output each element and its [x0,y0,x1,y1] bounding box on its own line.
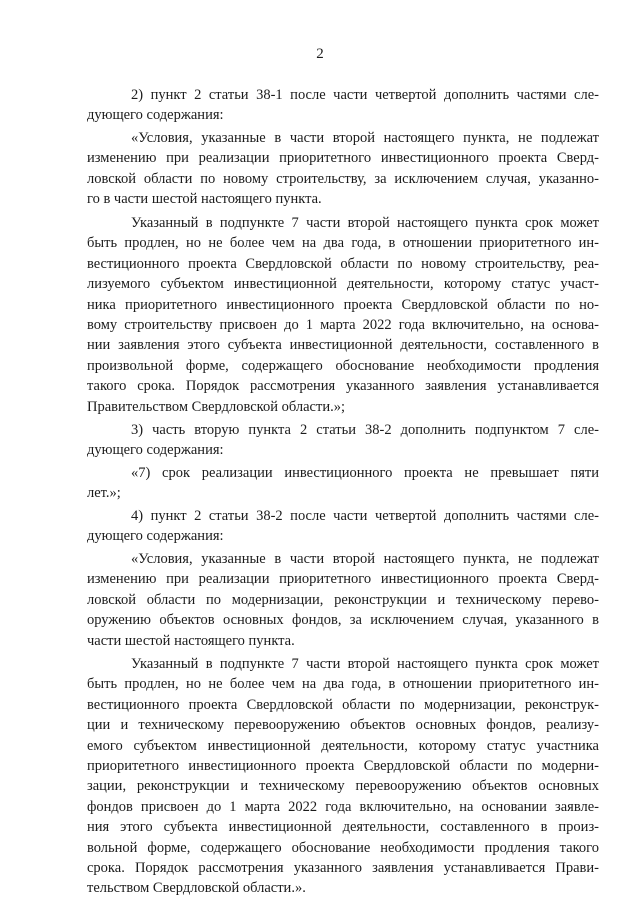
text-line: ника приоритетного инвестиционного проекта Свердловской области по но- [87,296,599,313]
text-line: такого срока. Порядок рассмотрения указанного заявления устанавливается [87,378,599,395]
text-line: быть продлен, но не более чем на два года, в отношении приоритетного ин- [87,676,599,693]
text-line: 3) часть вторую пункта 2 статьи 38-2 дополнить подпунктом 7 сле- [131,422,599,438]
paragraph-item-2 [87,85,599,126]
text-line: ции и техническому перевооружению объектов основных фондов, реализу- [87,717,599,734]
text-line: «Условия, указанные в части второй настоящего пункта, не подлежат [131,130,599,146]
text-line: 4) пункт 2 статьи 38-2 после части четвертой дополнить частями сле- [131,508,599,524]
page-number: 2 [316,46,324,62]
text-line: Правительством Свердловской области.»; [87,398,345,415]
text-line: вому строительству присвоен до 1 марта 2022 года включительно, на основа- [87,316,599,333]
text-line: дующего содержания: [87,107,224,124]
text-line: го в части шестой настоящего пункта. [87,191,322,208]
term-extension-paragraph-new-construction [87,213,599,417]
text-line: «Условия, указанные в части второй настоящего пункта, не подлежат [131,551,599,567]
paragraph-item-4 [87,506,599,547]
term-extension-paragraph-modernization [87,654,599,899]
text-line: вольной форме, содержащего обоснование необходимости продления такого [87,839,599,856]
text-line: оружению объектов основных фондов, за исключением случая, указанного в [87,612,599,629]
text-line: приоритетного инвестиционного проекта Свердловской области по модерни- [87,757,599,774]
text-line: «7) срок реализации инвестиционного проекта не превышает пяти [131,465,599,481]
text-line: нии заявления этого субъекта инвестиционной деятельности, составленного в [87,337,599,354]
text-line: срока. Порядок рассмотрения указанного заявления устанавливается Прави- [87,859,599,876]
text-line: вестиционного проекта Свердловской области по новому строительству, реа- [87,255,599,272]
text-line: зации, реконструкции и техническому перевооружению объектов основных [87,778,599,795]
text-line: части шестой настоящего пункта. [87,632,295,649]
text-line: произвольной форме, содержащего обоснование необходимости продления [87,357,599,374]
quoted-conditions-paragraph-new-construction [87,128,599,210]
quoted-conditions-paragraph-modernization [87,549,599,651]
text-line: Указанный в подпункте 7 части второй настоящего пункта срок может [131,215,599,231]
text-line: быть продлен, но не более чем на два года, в отношении приоритетного ин- [87,235,599,252]
text-line: тельством Свердловской области.». [87,880,306,897]
text-line: вестиционного проекта Свердловской области по модернизации, реконструк- [87,696,599,713]
paragraph-item-3 [87,420,599,461]
text-line: изменению при реализации приоритетного инвестиционного проекта Сверд- [87,571,599,588]
text-line: дующего содержания: [87,442,224,459]
text-line: лизуемого субъектом инвестиционной деятельности, которому статус участ- [87,276,599,293]
text-line: ния этого субъекта инвестиционной деятельности, составленного в произ- [87,819,599,836]
quoted-subitem-7-paragraph [87,463,599,504]
text-line: емого субъектом инвестиционной деятельности, которому статус участника [87,737,599,754]
text-line: 2) пункт 2 статьи 38-1 после части четвертой дополнить частями сле- [131,87,599,103]
text-line: фондов присвоен до 1 марта 2022 года включительно, на основании заявле- [87,798,599,815]
text-line: лет.»; [87,485,121,502]
text-line: дующего содержания: [87,528,224,545]
text-line: ловской области по новому строительству, за исключением случая, указанно- [87,170,599,187]
text-line: ловской области по модернизации, реконструкции и техническому перево- [87,591,599,608]
text-line: изменению при реализации приоритетного инвестиционного проекта Сверд- [87,150,599,167]
text-line: Указанный в подпункте 7 части второй настоящего пункта срок может [131,656,599,672]
